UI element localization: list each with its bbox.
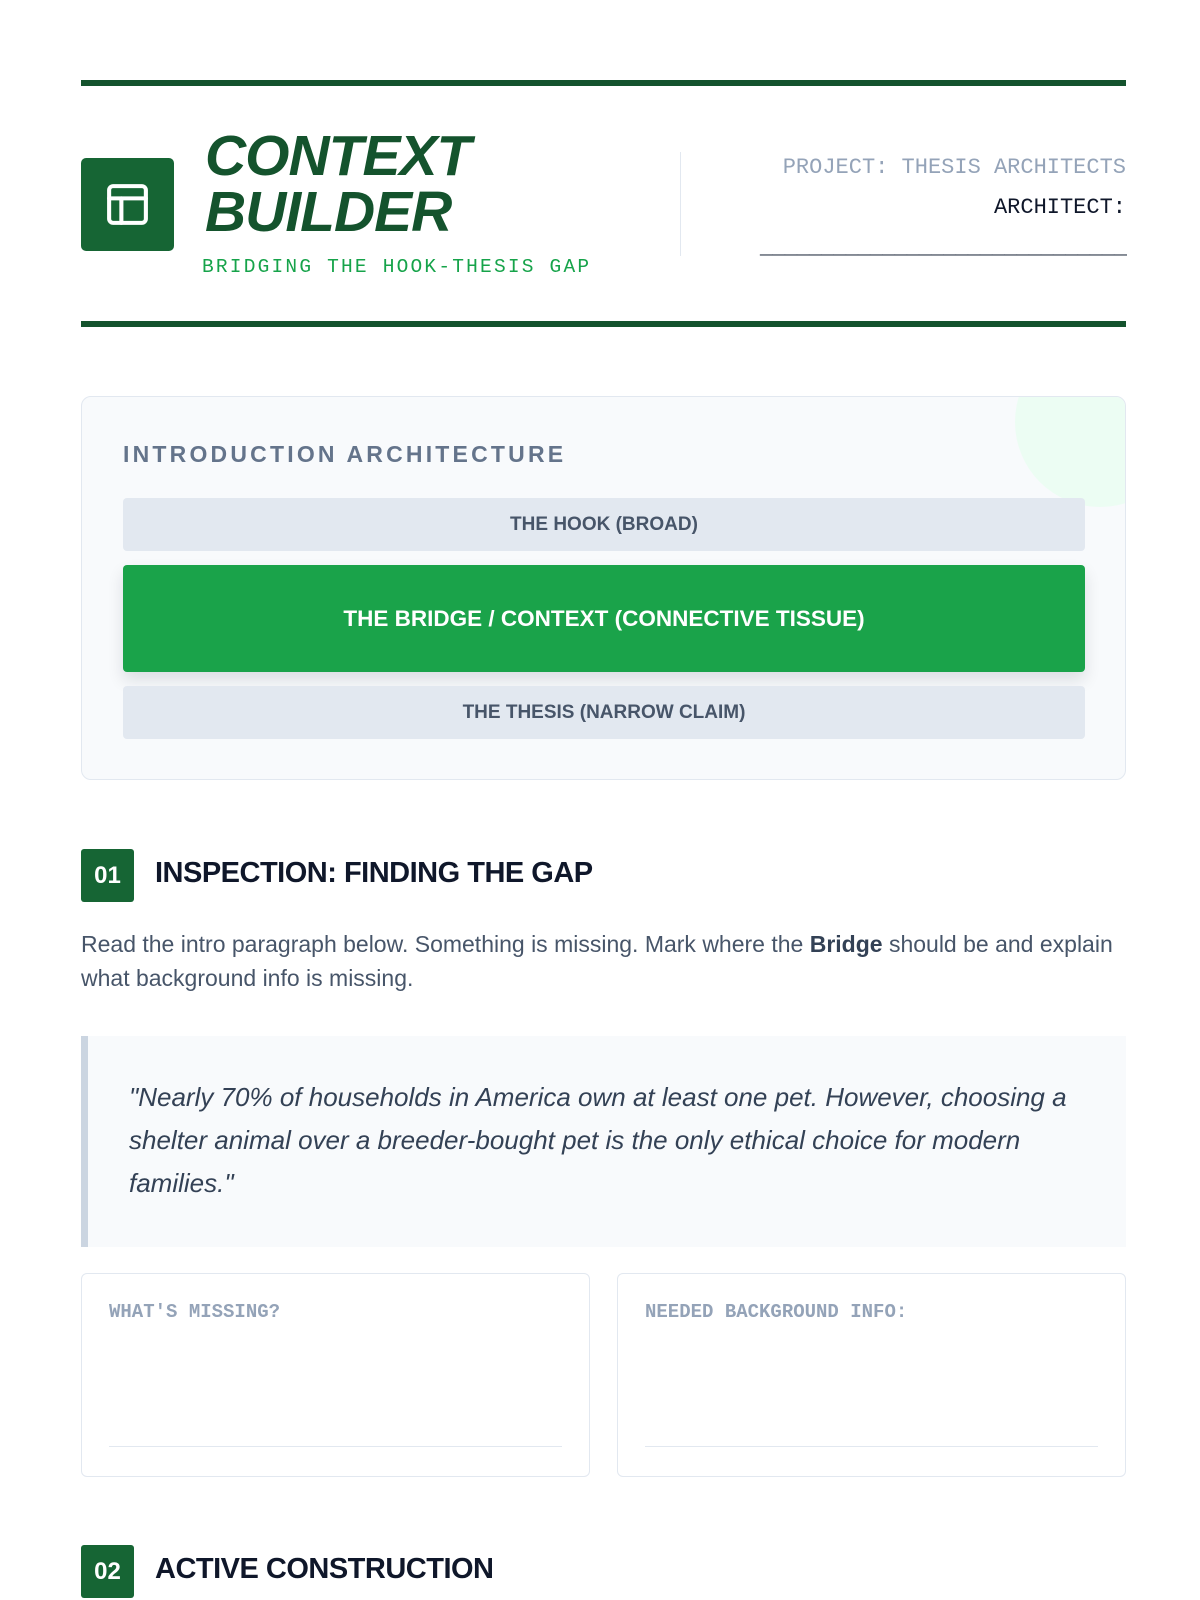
instructions-text-start: Read the intro paragraph below. Something is missing. Mark where the bbox=[81, 931, 810, 957]
project-label: PROJECT: THESIS ARCHITECTS bbox=[782, 155, 1126, 180]
header-divider bbox=[680, 152, 681, 256]
page-title-line-2: BUILDER bbox=[205, 180, 452, 244]
whats-missing-answer-box[interactable] bbox=[81, 1273, 590, 1477]
architect-name-blank[interactable]: ______________________________ bbox=[759, 235, 1126, 260]
section-title: INSPECTION: FINDING THE GAP bbox=[155, 857, 593, 889]
answer-writing-line bbox=[109, 1446, 562, 1447]
architect-label: ARCHITECT: bbox=[993, 195, 1126, 220]
sample-intro-quote bbox=[81, 1036, 1126, 1247]
architecture-title: INTRODUCTION ARCHITECTURE bbox=[123, 441, 567, 467]
thesis-bar: THE THESIS (NARROW CLAIM) bbox=[123, 686, 1085, 739]
quote-text: "Nearly 70% of households in America own at least one pet. However, choosing a shelter animal over a breeder-bought pet is the only ethical choice for modern families." bbox=[129, 1082, 1067, 1198]
background-info-label: NEEDED BACKGROUND INFO: bbox=[645, 1301, 908, 1323]
worksheet-page bbox=[81, 0, 1126, 1600]
instructions-bold-term: Bridge bbox=[809, 931, 883, 957]
section-title: ACTIVE CONSTRUCTION bbox=[155, 1553, 494, 1585]
instructions-text-end: should be and explain what background info is missing. bbox=[81, 931, 1113, 991]
header-top-rule bbox=[81, 80, 1126, 86]
section-number-badge: 01 bbox=[81, 849, 134, 902]
page-subtitle: BRIDGING THE HOOK-THESIS GAP bbox=[202, 256, 592, 278]
whats-missing-label: WHAT'S MISSING? bbox=[109, 1301, 281, 1323]
page-title bbox=[205, 124, 625, 244]
bridge-bar: THE BRIDGE / CONTEXT (CONNECTIVE TISSUE) bbox=[123, 565, 1085, 672]
logo-badge bbox=[81, 158, 174, 251]
inspection-instructions bbox=[81, 927, 1126, 995]
answer-writing-line bbox=[645, 1446, 1098, 1447]
hook-bar: THE HOOK (BROAD) bbox=[123, 498, 1085, 551]
page-title-line-1: CONTEXT bbox=[205, 124, 471, 188]
layout-template-icon bbox=[103, 180, 152, 229]
introduction-architecture-card bbox=[81, 396, 1126, 780]
corner-decoration bbox=[1015, 396, 1126, 507]
section-number-badge: 02 bbox=[81, 1545, 134, 1598]
header-bottom-rule bbox=[81, 321, 1126, 327]
background-info-answer-box[interactable] bbox=[617, 1273, 1126, 1477]
